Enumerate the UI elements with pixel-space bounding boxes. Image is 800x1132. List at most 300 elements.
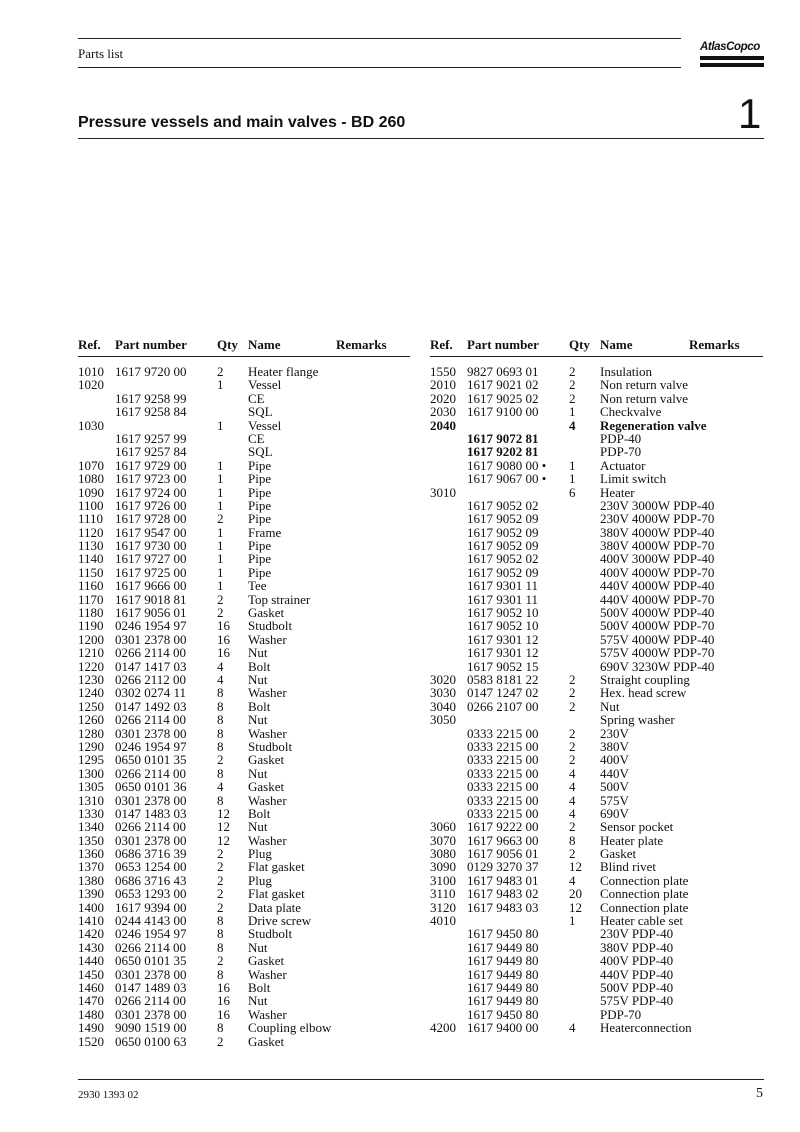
part-number-cell: 1617 9257 99 [115,430,187,446]
part-number-cell: 1617 9483 02 [467,886,539,902]
name-cell: 440V 4000W PDP-40 [600,578,715,594]
name-cell: Coupling elbow [248,1020,332,1036]
qty-cell: 1 [217,484,224,500]
part-number-cell: 0266 2114 00 [115,939,187,955]
qty-cell: 2 [217,953,224,969]
name-cell: 400V PDP-40 [600,953,674,969]
qty-cell: 2 [217,605,224,621]
name-cell: Washer [248,685,287,701]
name-cell: 690V [600,805,629,821]
qty-cell: 8 [217,913,224,929]
part-number-cell: 0302 0274 11 [115,685,187,701]
name-cell: Bolt [248,658,271,674]
col-part-number-header: Part number [115,337,187,352]
ref-cell: 1150 [78,564,104,580]
name-cell: Actuator [600,457,646,473]
name-cell: 380V PDP-40 [600,939,674,955]
part-number-cell: 0266 2112 00 [115,671,187,687]
part-number-cell: 1617 9100 00 [467,404,539,420]
part-number-cell: 1617 9067 00 • [467,471,547,487]
qty-cell: 1 [217,524,224,540]
chapter-number: 1 [738,90,762,137]
qty-cell: 2 [569,738,576,754]
qty-cell: 12 [217,819,230,835]
ref-cell: 2020 [430,390,456,406]
qty-cell: 4 [569,792,576,808]
part-number-cell: 1617 9666 00 [115,578,187,594]
part-number-cell: 1617 9720 00 [115,364,187,379]
qty-cell: 12 [217,805,230,821]
part-number-cell: 0129 3270 37 [467,859,539,875]
name-cell: 500V [600,779,629,795]
qty-cell: 2 [217,591,224,607]
qty-cell: 4 [569,779,576,795]
part-number-cell: 1617 9052 10 [467,605,539,621]
name-cell: Plug [248,846,272,862]
part-number-cell: 1617 9726 00 [115,497,187,513]
qty-cell: 2 [569,819,576,835]
name-cell: 380V 4000W PDP-70 [600,538,715,554]
name-cell: 500V 4000W PDP-40 [600,605,715,621]
part-number-cell: 1617 9729 00 [115,457,187,473]
part-number-cell: 1617 9449 80 [467,966,539,982]
name-cell: Pipe [248,511,272,527]
ref-cell: 3040 [430,698,456,714]
part-number-cell: 1617 9723 00 [115,471,187,487]
name-cell: 380V 4000W PDP-40 [600,524,715,540]
qty-cell: 16 [217,979,230,995]
title-rule [78,138,764,139]
qty-cell: 2 [569,390,576,406]
name-cell: Drive screw [248,913,312,929]
part-number-cell: 0653 1254 00 [115,859,187,875]
ref-cell: 2010 [430,377,456,393]
name-cell: Washer [248,792,287,808]
part-number-cell: 1617 9080 00 • [467,457,547,473]
ref-cell: 3030 [430,685,456,701]
qty-cell: 4 [569,765,576,781]
part-number-cell: 1617 9052 09 [467,564,539,580]
qty-cell: 8 [217,792,224,808]
page-title: Pressure vessels and main valves - BD 260 [78,114,406,131]
qty-cell: 1 [569,457,576,473]
qty-cell: 1 [217,417,224,433]
table-header [78,337,410,355]
name-cell: Nut [600,698,620,714]
name-cell: 400V 4000W PDP-70 [600,564,715,580]
part-number-cell: 0653 1293 00 [115,886,187,902]
document-code: 2930 1393 02 [78,1089,139,1101]
name-cell: Top strainer [248,591,311,607]
name-cell: PDP-70 [600,444,642,460]
name-cell: Flat gasket [248,886,305,902]
ref-cell: 1305 [78,779,104,795]
name-cell: Heater flange [248,364,319,379]
part-number-cell: 1617 9450 80 [467,1006,539,1022]
qty-cell: 16 [217,993,230,1009]
part-number-cell: 0147 1417 03 [115,658,187,674]
ref-cell: 1240 [78,685,104,701]
parts-table-left [78,337,410,1049]
part-number-cell: 0583 8181 22 [467,671,539,687]
part-number-cell: 1617 9052 09 [467,524,539,540]
ref-cell: 1400 [78,899,104,915]
part-number-cell: 0266 2114 00 [115,819,187,835]
ref-cell: 1210 [78,645,104,661]
name-cell: Washer [248,631,287,647]
name-cell: Gasket [248,953,285,969]
part-number-cell: 1617 9449 80 [467,993,539,1009]
part-number-cell: 1617 9072 81 [467,430,539,446]
part-number-cell: 0686 3716 43 [115,872,187,888]
qty-cell: 2 [217,886,224,902]
qty-cell: 20 [569,886,582,902]
part-number-cell: 1617 9056 01 [115,605,187,621]
ref-cell: 1460 [78,979,104,995]
part-number-cell: 9827 0693 01 [467,364,539,379]
name-cell: 440V [600,765,629,781]
col-name-header: Name [248,337,281,352]
col-qty-header: Qty [569,337,590,352]
part-number-cell: 0266 2114 00 [115,645,187,661]
name-cell: Gasket [248,779,285,795]
part-number-cell: 0333 2215 00 [467,805,539,821]
col-remarks-header: Remarks [336,337,387,352]
name-cell: Nut [248,765,268,781]
name-cell: Heater cable set [600,913,684,929]
name-cell: Studbolt [248,926,293,942]
part-number-cell: 0333 2215 00 [467,765,539,781]
part-number-cell: 1617 9301 12 [467,645,539,661]
ref-cell: 1230 [78,671,104,687]
part-number-cell: 0244 4143 00 [115,913,187,929]
ref-cell: 3070 [430,832,456,848]
part-number-cell: 1617 9301 11 [467,591,539,607]
part-number-cell: 1617 9052 02 [467,497,539,513]
name-cell: Nut [248,671,268,687]
name-cell: Washer [248,1006,287,1022]
ref-cell: 1110 [78,511,104,527]
part-number-cell: 0246 1954 97 [115,926,187,942]
part-number-cell: 1617 9021 02 [467,377,539,393]
part-number-cell: 0266 2114 00 [115,712,187,728]
qty-cell: 2 [569,671,576,687]
ref-cell: 1120 [78,524,104,540]
part-number-cell: 0686 3716 39 [115,846,187,862]
ref-cell: 1330 [78,805,104,821]
ref-cell: 3090 [430,859,456,875]
name-cell: 500V 4000W PDP-70 [600,618,715,634]
part-number-cell: 0246 1954 97 [115,738,187,754]
part-number-cell: 1617 9257 84 [115,444,187,460]
qty-cell: 8 [217,685,224,701]
part-number-cell: 1617 9052 09 [467,538,539,554]
ref-cell: 1100 [78,497,104,513]
ref-cell: 1310 [78,792,104,808]
part-number-cell: 1617 9258 84 [115,404,187,420]
ref-cell: 3100 [430,872,456,888]
part-number-cell: 0650 0101 35 [115,752,187,768]
name-cell: Regeneration valve [600,417,707,433]
name-cell: Straight coupling [600,671,690,687]
page-number: 5 [756,1086,763,1101]
qty-cell: 2 [569,364,576,379]
part-number-cell: 0147 1489 03 [115,979,187,995]
qty-cell: 2 [217,1033,224,1049]
ref-cell: 1190 [78,618,104,634]
part-number-cell: 0266 2107 00 [467,698,539,714]
ref-cell: 1280 [78,725,104,741]
ref-cell: 1480 [78,1006,104,1022]
part-number-cell: 1617 9018 81 [115,591,187,607]
qty-cell: 8 [217,926,224,942]
ref-cell: 1300 [78,765,104,781]
qty-cell: 1 [569,471,576,487]
name-cell: Studbolt [248,738,293,754]
ref-cell: 1010 [78,364,104,379]
ref-cell: 1440 [78,953,104,969]
qty-cell: 8 [217,1020,224,1036]
name-cell: 230V [600,725,629,741]
part-number-cell: 0333 2215 00 [467,779,539,795]
header-rule-bottom [78,67,681,68]
qty-cell: 2 [217,364,224,379]
ref-cell: 1260 [78,712,104,728]
qty-cell: 4 [217,658,224,674]
name-cell: Blind rivet [600,859,656,875]
part-number-cell: 0301 2378 00 [115,832,187,848]
name-cell: 230V 4000W PDP-70 [600,511,715,527]
name-cell: Vessel [248,377,282,393]
part-number-cell: 1617 9052 10 [467,618,539,634]
name-cell: Gasket [600,846,637,862]
name-cell: Connection plate [600,872,689,888]
name-cell: Insulation [600,364,652,379]
col-ref-header: Ref. [430,337,453,352]
ref-cell: 1130 [78,538,104,554]
name-cell: Heaterconnection [600,1020,692,1036]
qty-cell: 1 [217,457,224,473]
qty-cell: 2 [569,752,576,768]
name-cell: Tee [248,578,267,594]
qty-cell: 2 [569,698,576,714]
ref-cell: 1490 [78,1020,104,1036]
name-cell: 230V PDP-40 [600,926,674,942]
ref-cell: 1380 [78,872,104,888]
qty-cell: 1 [217,551,224,567]
name-cell: Gasket [248,1033,285,1049]
name-cell: 440V PDP-40 [600,966,674,982]
ref-cell: 1290 [78,738,104,754]
table-header [430,337,763,355]
qty-cell: 16 [217,618,230,634]
qty-cell: 1 [217,471,224,487]
name-cell: Connection plate [600,899,689,915]
name-cell: 575V [600,792,629,808]
qty-cell: 2 [217,859,224,875]
ref-cell: 3050 [430,712,456,728]
ref-cell: 1090 [78,484,104,500]
part-number-cell: 1617 9724 00 [115,484,187,500]
part-number-cell: 1617 9025 02 [467,390,539,406]
part-number-cell: 1617 9052 09 [467,511,539,527]
qty-cell: 4 [569,805,576,821]
qty-cell: 8 [569,832,576,848]
part-number-cell: 1617 9728 00 [115,511,187,527]
part-number-cell: 0147 1247 02 [467,685,539,701]
part-number-cell: 0266 2114 00 [115,765,187,781]
part-number-cell: 9090 1519 00 [115,1020,187,1036]
part-number-cell: 0333 2215 00 [467,752,539,768]
name-cell: Washer [248,725,287,741]
name-cell: 380V [600,738,629,754]
name-cell: Gasket [248,605,285,621]
part-number-cell: 0333 2215 00 [467,792,539,808]
name-cell: 230V 3000W PDP-40 [600,497,715,513]
name-cell: Washer [248,832,287,848]
name-cell: Data plate [248,899,302,915]
name-cell: Nut [248,939,268,955]
part-number-cell: 1617 9258 99 [115,390,187,406]
name-cell: Pipe [248,538,272,554]
part-number-cell: 1617 9394 00 [115,899,187,915]
qty-cell: 1 [569,913,576,929]
qty-cell: 1 [217,564,224,580]
part-number-cell: 1617 9730 00 [115,538,187,554]
name-cell: Bolt [248,805,271,821]
qty-cell: 2 [217,752,224,768]
footer-rule [78,1079,764,1080]
part-number-cell: 1617 9449 80 [467,953,539,969]
name-cell: 440V 4000W PDP-70 [600,591,715,607]
qty-cell: 16 [217,631,230,647]
ref-cell: 1370 [78,859,104,875]
ref-cell: 3020 [430,671,456,687]
ref-cell: 1250 [78,698,104,714]
name-cell: Nut [248,819,268,835]
name-cell: Pipe [248,471,272,487]
part-number-cell: 0246 1954 97 [115,618,187,634]
part-number-cell: 1617 9449 80 [467,939,539,955]
name-cell: Bolt [248,698,271,714]
name-cell: Pipe [248,564,272,580]
part-number-cell: 1617 9450 80 [467,926,539,942]
qty-cell: 2 [217,511,224,527]
part-number-cell: 0301 2378 00 [115,966,187,982]
qty-cell: 2 [569,846,576,862]
name-cell: 575V 4000W PDP-70 [600,645,715,661]
qty-cell: 4 [217,671,224,687]
qty-cell: 8 [217,725,224,741]
ref-cell: 1360 [78,846,104,862]
name-cell: 575V 4000W PDP-40 [600,631,715,647]
qty-cell: 12 [217,832,230,848]
part-number-cell: 1617 9301 12 [467,631,539,647]
col-qty-header: Qty [217,337,238,352]
part-number-cell: 1617 9301 11 [467,578,539,594]
name-cell: Flat gasket [248,859,305,875]
ref-cell: 1080 [78,471,104,487]
name-cell: Non return valve [600,377,689,393]
ref-cell: 1070 [78,457,104,473]
qty-cell: 8 [217,712,224,728]
name-cell: Connection plate [600,886,689,902]
ref-cell: 1170 [78,591,104,607]
part-number-cell: 0301 2378 00 [115,792,187,808]
qty-cell: 1 [217,497,224,513]
part-number-cell: 0301 2378 00 [115,631,187,647]
name-cell: Checkvalve [600,404,662,420]
ref-cell: 1550 [430,364,456,379]
name-cell: Nut [248,993,268,1009]
qty-cell: 2 [569,685,576,701]
name-cell: 690V 3230W PDP-40 [600,658,715,674]
name-cell: Studbolt [248,618,293,634]
ref-cell: 1520 [78,1033,104,1049]
ref-cell: 1470 [78,993,104,1009]
ref-cell: 2030 [430,404,456,420]
ref-cell: 1180 [78,605,104,621]
ref-cell: 1295 [78,752,104,768]
part-number-cell: 0147 1483 03 [115,805,187,821]
name-cell: 500V PDP-40 [600,979,674,995]
name-cell: Pipe [248,551,272,567]
name-cell: Pipe [248,457,272,473]
ref-cell: 1140 [78,551,104,567]
name-cell: Hex. head screw [600,685,687,701]
qty-cell: 2 [569,377,576,393]
part-number-cell: 0266 2114 00 [115,993,187,1009]
part-number-cell: 1617 9725 00 [115,564,187,580]
ref-cell: 1420 [78,926,104,942]
section-label: Parts list [78,46,124,61]
ref-cell: 1030 [78,417,104,433]
header-rule-top [78,38,681,39]
part-number-cell: 0301 2378 00 [115,1006,187,1022]
name-cell: SQL [248,444,273,460]
qty-cell: 4 [569,872,576,888]
ref-cell: 3120 [430,899,456,915]
ref-cell: 1340 [78,819,104,835]
ref-cell: 3080 [430,846,456,862]
table-header-rule [78,356,410,357]
qty-cell: 1 [217,377,224,393]
part-number-cell: 1617 9727 00 [115,551,187,567]
qty-cell: 2 [569,725,576,741]
qty-cell: 8 [217,966,224,982]
ref-cell: 1430 [78,939,104,955]
name-cell: PDP-40 [600,430,642,446]
name-cell: Pipe [248,484,272,500]
qty-cell: 2 [217,846,224,862]
brand-logo-text: AtlasCopco [700,41,760,53]
name-cell: Pipe [248,497,272,513]
brand-logo-bar [700,63,764,67]
col-name-header: Name [600,337,633,352]
qty-cell: 1 [217,578,224,594]
qty-cell: 1 [217,538,224,554]
name-cell: Frame [248,524,282,540]
qty-cell: 8 [217,738,224,754]
part-number-cell: 0147 1492 03 [115,698,187,714]
ref-cell: 2040 [430,417,456,433]
name-cell: Heater plate [600,832,664,848]
part-number-cell: 1617 9483 03 [467,899,539,915]
qty-cell: 2 [217,872,224,888]
part-number-cell: 1617 9449 80 [467,979,539,995]
parts-table-right [430,337,763,1036]
brand-logo-bar [700,56,764,60]
